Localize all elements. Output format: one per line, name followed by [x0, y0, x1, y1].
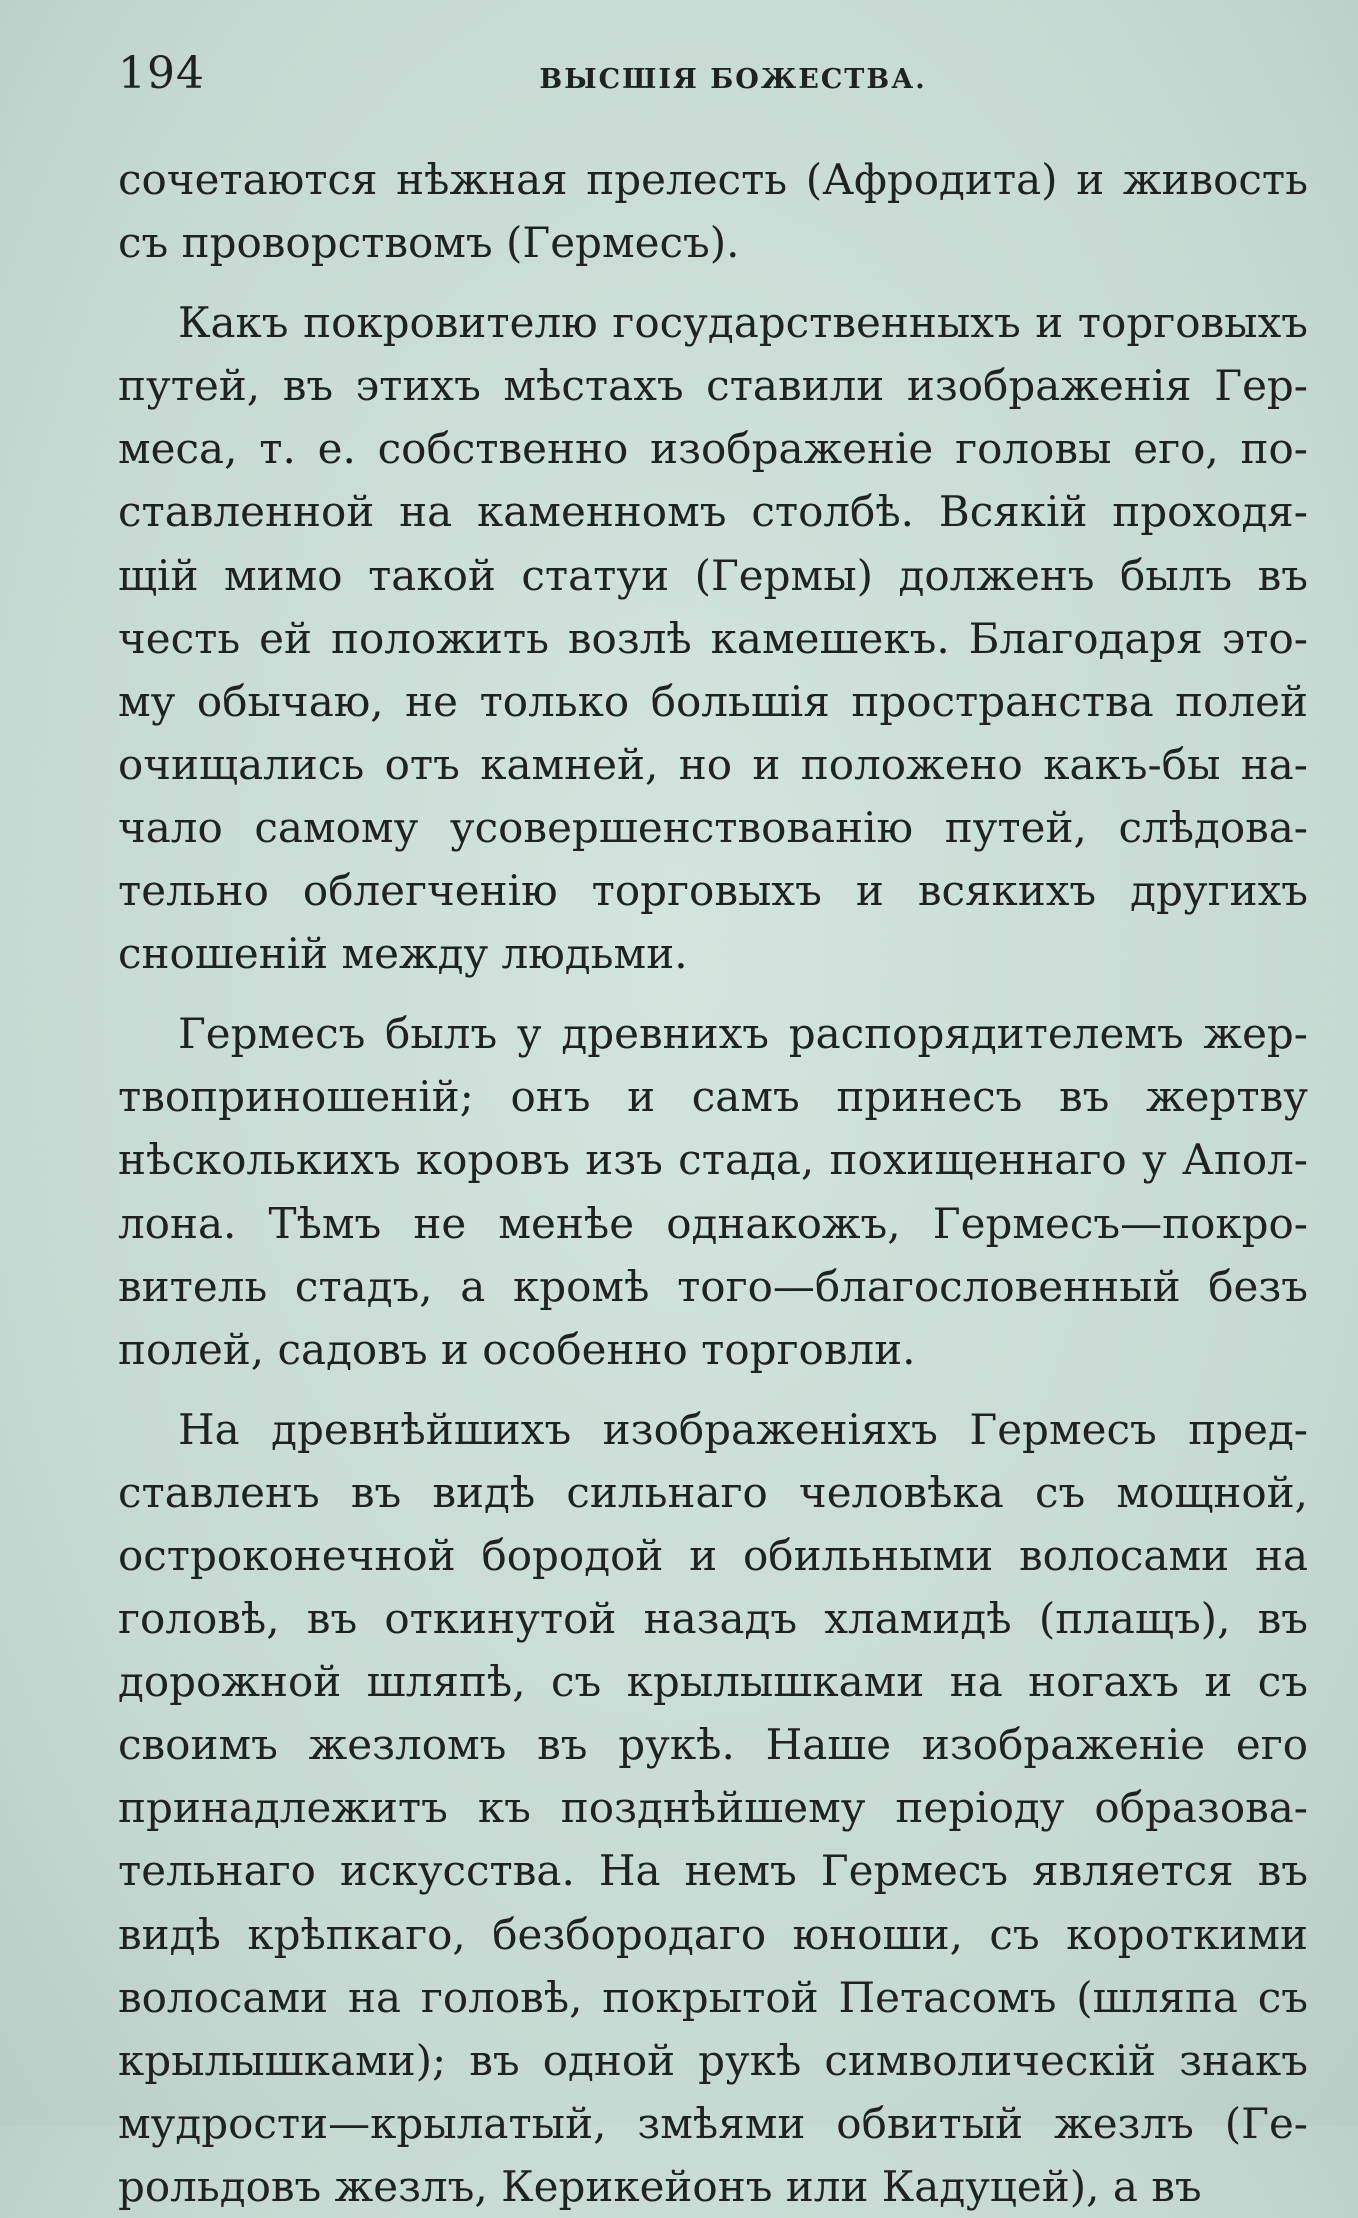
- paragraph: [118, 291, 1308, 985]
- text-line: ставленной на каменномъ столбѣ. Всякій проходя-: [118, 487, 1308, 537]
- text-line: щій мимо такой статуи (Гермы) долженъ былъ въ: [118, 550, 1308, 600]
- text-line: съ проворствомъ (Гермесъ).: [118, 218, 740, 268]
- paragraph: [118, 1398, 1308, 2218]
- text-line: витель стадъ, а кромѣ того—благословенный безъ: [118, 1261, 1308, 1311]
- text-line: видѣ крѣпкаго, безбородаго юноши, съ короткими: [118, 1909, 1308, 1959]
- text-line: меса, т. е. собственно изображеніе головы его, по-: [118, 424, 1308, 474]
- text-line: сношеній между людьми.: [118, 929, 688, 979]
- text-line: нѣсколькихъ коровъ изъ стада, похищеннаго у Апол-: [118, 1135, 1308, 1185]
- text-line: На древнѣйшихъ изображеніяхъ Гермесъ пред-: [178, 1404, 1308, 1454]
- text-line: мудрости—крылатый, змѣями обвитый жезлъ (Ге-: [118, 2098, 1308, 2148]
- text-line: путей, въ этихъ мѣстахъ ставили изображенія Гер-: [118, 361, 1308, 411]
- text-line: чало самому усовершенствованію путей, слѣдова-: [118, 802, 1308, 852]
- text-line: остроконечной бородой и обильными волосами на: [118, 1530, 1308, 1580]
- text-line: дорожной шляпѣ, съ крылышками на ногахъ и съ: [118, 1657, 1308, 1707]
- text-line: головѣ, въ откинутой назадъ хламидѣ (плащъ), въ: [118, 1594, 1308, 1644]
- text-line: крылышками); въ одной рукѣ символическій знакъ: [118, 2035, 1308, 2085]
- body-text: [118, 148, 1308, 2218]
- text-line: тельно облегченію торговыхъ и всякихъ другихъ: [118, 866, 1308, 916]
- text-line: ставленъ въ видѣ сильнаго человѣка съ мощной,: [118, 1467, 1308, 1517]
- text-line: принадлежитъ къ позднѣйшему періоду образова-: [118, 1783, 1308, 1833]
- text-line: Какъ покровителю государственныхъ и торговыхъ: [178, 298, 1308, 348]
- text-line: твоприношеній; онъ и самъ принесъ въ жертву: [118, 1072, 1308, 1122]
- text-line: волосами на головѣ, покрытой Петасомъ (шляпа съ: [118, 1972, 1308, 2022]
- text-line: Гермесъ былъ у древнихъ распорядителемъ жер-: [178, 1009, 1308, 1059]
- text-line: очищались отъ камней, но и положено какъ-бы на-: [118, 739, 1308, 789]
- text-line: полей, садовъ и особенно торговли.: [118, 1324, 916, 1374]
- paragraph: [118, 1002, 1308, 1381]
- text-line: тельнаго искусства. На немъ Гермесъ является въ: [118, 1846, 1308, 1896]
- text-line: своимъ жезломъ въ рукѣ. Наше изображеніе его: [118, 1720, 1308, 1770]
- running-title: ВЫСШІЯ БОЖЕСТВА.: [539, 64, 927, 95]
- text-line: му обычаю, не только большія пространства полей: [118, 676, 1308, 726]
- text-line: честь ей положить возлѣ камешекъ. Благодаря это-: [118, 613, 1308, 663]
- text-line: сочетаются нѣжная прелесть (Афродита) и живость: [118, 155, 1308, 204]
- text-line: лона. Тѣмъ не менѣе однакожъ, Гермесъ—покро-: [118, 1198, 1308, 1248]
- page-number: 194: [118, 48, 205, 99]
- paragraph: [118, 148, 1308, 274]
- text-line: рольдовъ жезлъ, Керикейонъ или Кадуцей), а въ: [118, 2161, 1202, 2211]
- page-header: [108, 48, 1318, 108]
